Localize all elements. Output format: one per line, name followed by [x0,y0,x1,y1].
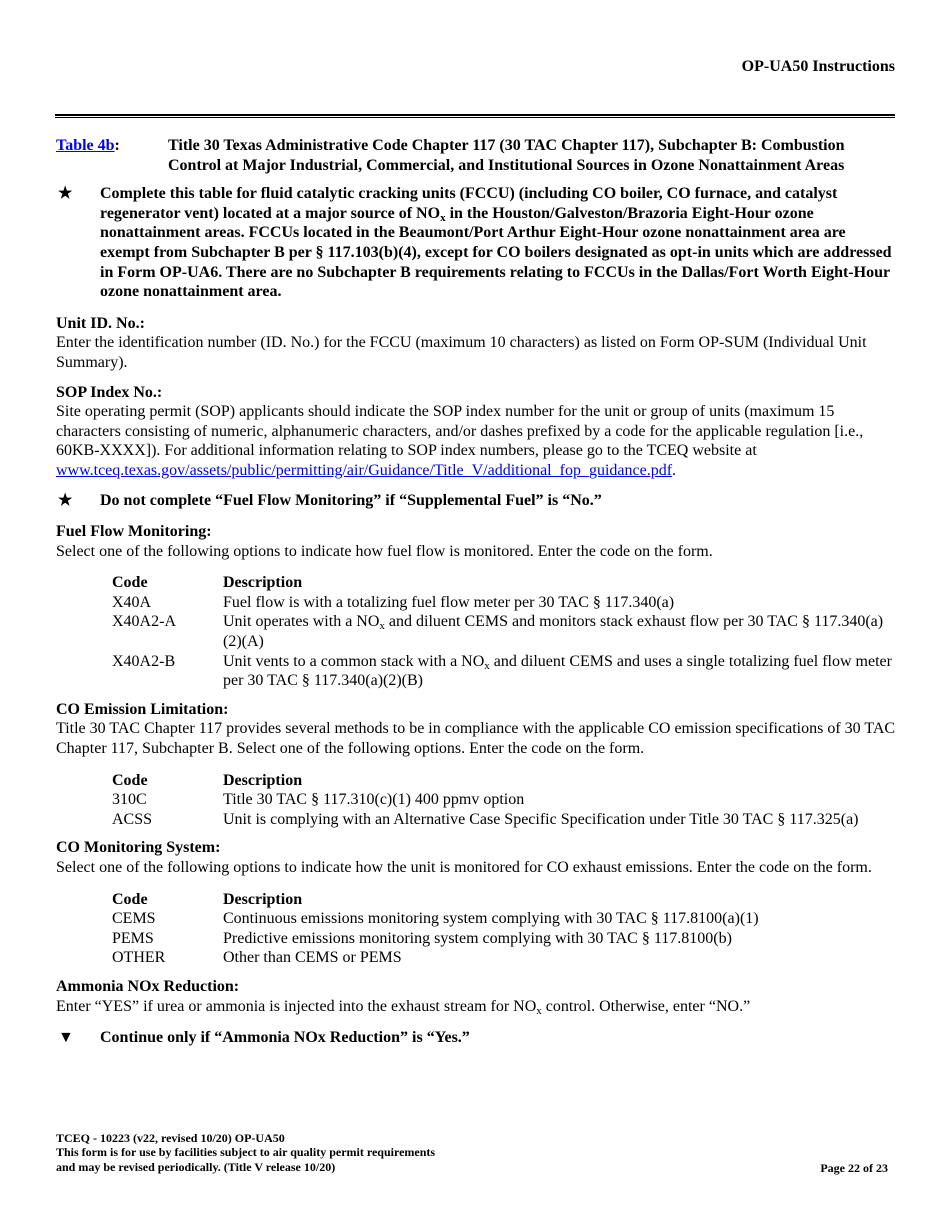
footer-notice-line1: This form is for use by facilities subject to air quality permit requirements [56,1145,436,1160]
code-table-row: CEMS Continuous emissions monitoring system complying with 30 TAC § 117.8100(a)(1) [112,910,759,928]
code-table-row: OTHER Other than CEMS or PEMS [112,949,402,967]
sop-index-text: Site operating permit (SOP) applicants should indicate the SOP index number for the unit or group of units (maximum 15 characters consisting of numeric, alphanumeric characters, and/or dashes prefixed by a code for the applicable regulation [i.e., 60KB-XXXX]). For additional information relating to SOP index numbers, please go to the TCEQ website at www.tceq.texas.gov/assets/public/permitting/air/Guidance/Title_V/additional_fop_guidance.pdf. [56,403,864,479]
fuel-flow-title: Fuel Flow Monitoring: [56,523,212,541]
co-limit-section [56,700,896,759]
header-divider [55,114,895,118]
footer-form-id: TCEQ - 10223 (v22, revised 10/20) OP-UA50 [56,1131,285,1145]
ammonia-text: Enter “YES” if urea or ammonia is injected into the exhaust stream for $NO_x$ control. Otherwise, enter “NO.” [56,997,751,1017]
table-4b-link[interactable]: Table 4b [56,137,115,154]
co-monitor-text: Select one of the following options to indicate how the unit is monitored for CO exhaust emissions. Enter the code on the form. [56,859,872,876]
page-number: Page 22 of 23 [820,1161,888,1175]
co-limit-code-table [112,771,896,830]
code-table-header: Code Description [112,890,303,908]
co-limit-text: Title 30 TAC Chapter 117 provides several methods to be in compliance with the applicable CO emission specifications of 30 TAC Chapter 117, Subchapter B. Select one of the following options. Enter the code on the form. [56,720,896,758]
code-table-header: Code Description [112,574,303,592]
fuel-flow-code-table [112,573,896,691]
code-table-header: Code Description [112,771,303,789]
fuel-flow-text: Select one of the following options to indicate how fuel flow is monitored. Enter the code on the form. [56,542,713,560]
code-table-row: PEMS Predictive emissions monitoring system complying with 30 TAC § 117.8100(b) [112,929,732,947]
star-icon: ★ [58,491,73,509]
co-limit-title: CO Emission Limitation: [56,700,229,718]
unit-id-section [56,314,896,373]
star-note-fuel-flow [56,491,896,511]
sop-index-section [56,383,896,481]
code-table-row: X40A2-A Unit operates with a $NO_x$ and diluent CEMS and monitors stack exhaust flow per 30 TAC § 117.340(a)(2)(A) [112,613,884,651]
sop-index-title: SOP Index No.: [56,383,163,401]
star-note-text: Complete this table for fluid catalytic cracking units (FCCU) (including CO boiler, CO furnace, and catalyst regenerator vent) located at a major source of $NO_x$ in the Houston/Galveston/Brazoria Eight-Hour ozone nonattainment areas. FCCUs located in the Beaumont/Port Arthur Eight-Hour ozone nonattainment area are exempt from Subchapter B per § 117.103(b)(4), except for CO boilers designated as opt-in units which are addressed in Form OP-UA6. There are no Subchapter B requirements relating to FCCUs in the Dallas/Fort Worth Eight-Hour ozone nonattainment area. [100,185,892,301]
triangle-note-continue [56,1028,896,1048]
code-table-row: 310C Title 30 TAC § 117.310(c)(1) 400 ppmv option [112,791,525,809]
document-header-title: OP-UA50 Instructions [741,58,895,75]
triangle-note-text: Continue only if “Ammonia NOx Reduction” is “Yes.” [100,1029,470,1047]
star-note-fccu [56,184,896,302]
ammonia-title: Ammonia NOx Reduction: [56,977,240,995]
footer-notice-line2: and may be revised periodically. (Title V release 10/20) [56,1159,336,1174]
code-table-row: X40A2-B Unit vents to a common stack with a $NO_x$ and diluent CEMS and uses a single totalizing fuel flow meter per 30 TAC § 117.340(a)(2)(B) [112,652,892,690]
unit-id-title: Unit ID. No.: [56,314,145,332]
footer [56,1131,435,1174]
star-note-text: Do not complete “Fuel Flow Monitoring” if “Supplemental Fuel” is “No.” [100,491,602,509]
table-heading-label: Table 4b: [56,137,120,154]
main-content [56,136,896,1060]
table-heading [56,136,896,175]
co-monitor-code-table [112,890,896,968]
down-triangle-icon: ▼ [58,1029,74,1047]
co-monitor-title: CO Monitoring System: [56,839,221,857]
unit-id-text: Enter the identification number (ID. No.) for the FCCU (maximum 10 characters) as listed on Form OP-SUM (Individual Unit Summary). [56,334,867,371]
code-table-row: ACSS Unit is complying with an Alternative Case Specific Specification under Title 30 TAC § 117.325(a) [112,810,859,828]
tceq-guidance-link[interactable]: www.tceq.texas.gov/assets/public/permitting/air/Guidance/Title_V/additional_fop_guidance.pdf [56,461,673,479]
star-icon: ★ [58,185,73,203]
table-heading-text: Title 30 Texas Administrative Code Chapter 117 (30 TAC Chapter 117), Subchapter B: Combustion Control at Major Industrial, Commercial, and Institutional Sources in Ozone Nonattainment Areas [168,137,845,174]
fuel-flow-section [56,522,896,561]
code-table-row: X40A Fuel flow is with a totalizing fuel flow meter per 30 TAC § 117.340(a) [112,593,675,611]
ammonia-section [56,977,896,1016]
co-monitor-section [56,838,896,877]
